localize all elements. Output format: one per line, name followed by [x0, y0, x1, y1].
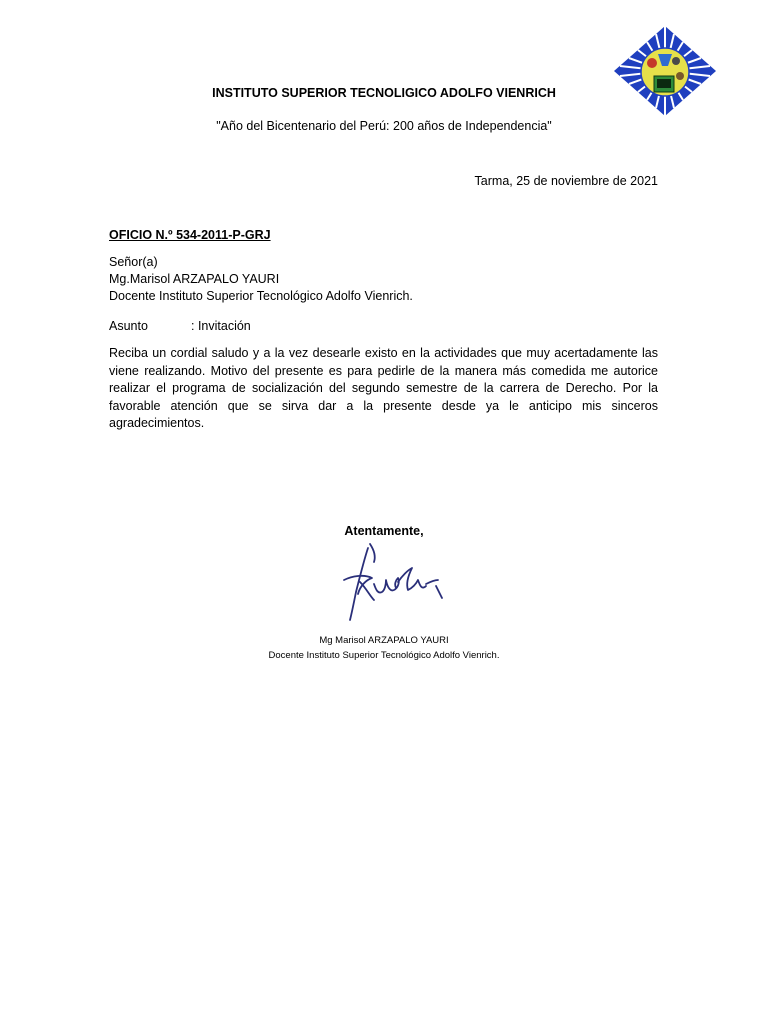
closing: Atentamente, — [344, 524, 424, 538]
subject-label: Asunto — [109, 319, 148, 333]
signatory-name: Mg Marisol ARZAPALO YAURI — [319, 635, 449, 646]
letter-body: Reciba un cordial saludo y a la vez desearle existo en la actividades que muy acertadamente las viene realizando. Motivo del presente es para pedirle de la manera más comedida me autorice realizar el programa de socialización del segundo semestre de la carrera de Derecho. Por la favorable atención que se sirva dar a la presente desde ya le anticipo mis sinceros agradecimientos. — [109, 346, 658, 430]
year-motto: "Año del Bicentenario del Perú: 200 años de Independencia" — [216, 119, 552, 133]
handwritten-signature — [330, 540, 448, 622]
subject-value: : Invitación — [191, 319, 251, 333]
signatory-role: Docente Instituto Superior Tecnológico Adolfo Vienrich. — [268, 650, 500, 661]
recipient-name: Mg.Marisol ARZAPALO YAURI — [109, 272, 280, 286]
subject-line — [109, 319, 251, 333]
institute-name: INSTITUTO SUPERIOR TECNOLIGICO ADOLFO VIENRICH — [212, 86, 556, 100]
place-date: Tarma, 25 de noviembre de 2021 — [474, 174, 658, 188]
institute-logo — [614, 26, 716, 116]
recipient-block — [109, 254, 413, 305]
document-reference: OFICIO N.º 534-2011-P-GRJ — [109, 228, 271, 242]
recipient-role: Docente Instituto Superior Tecnológico Adolfo Vienrich. — [109, 289, 413, 303]
salutation: Señor(a) — [109, 255, 158, 269]
